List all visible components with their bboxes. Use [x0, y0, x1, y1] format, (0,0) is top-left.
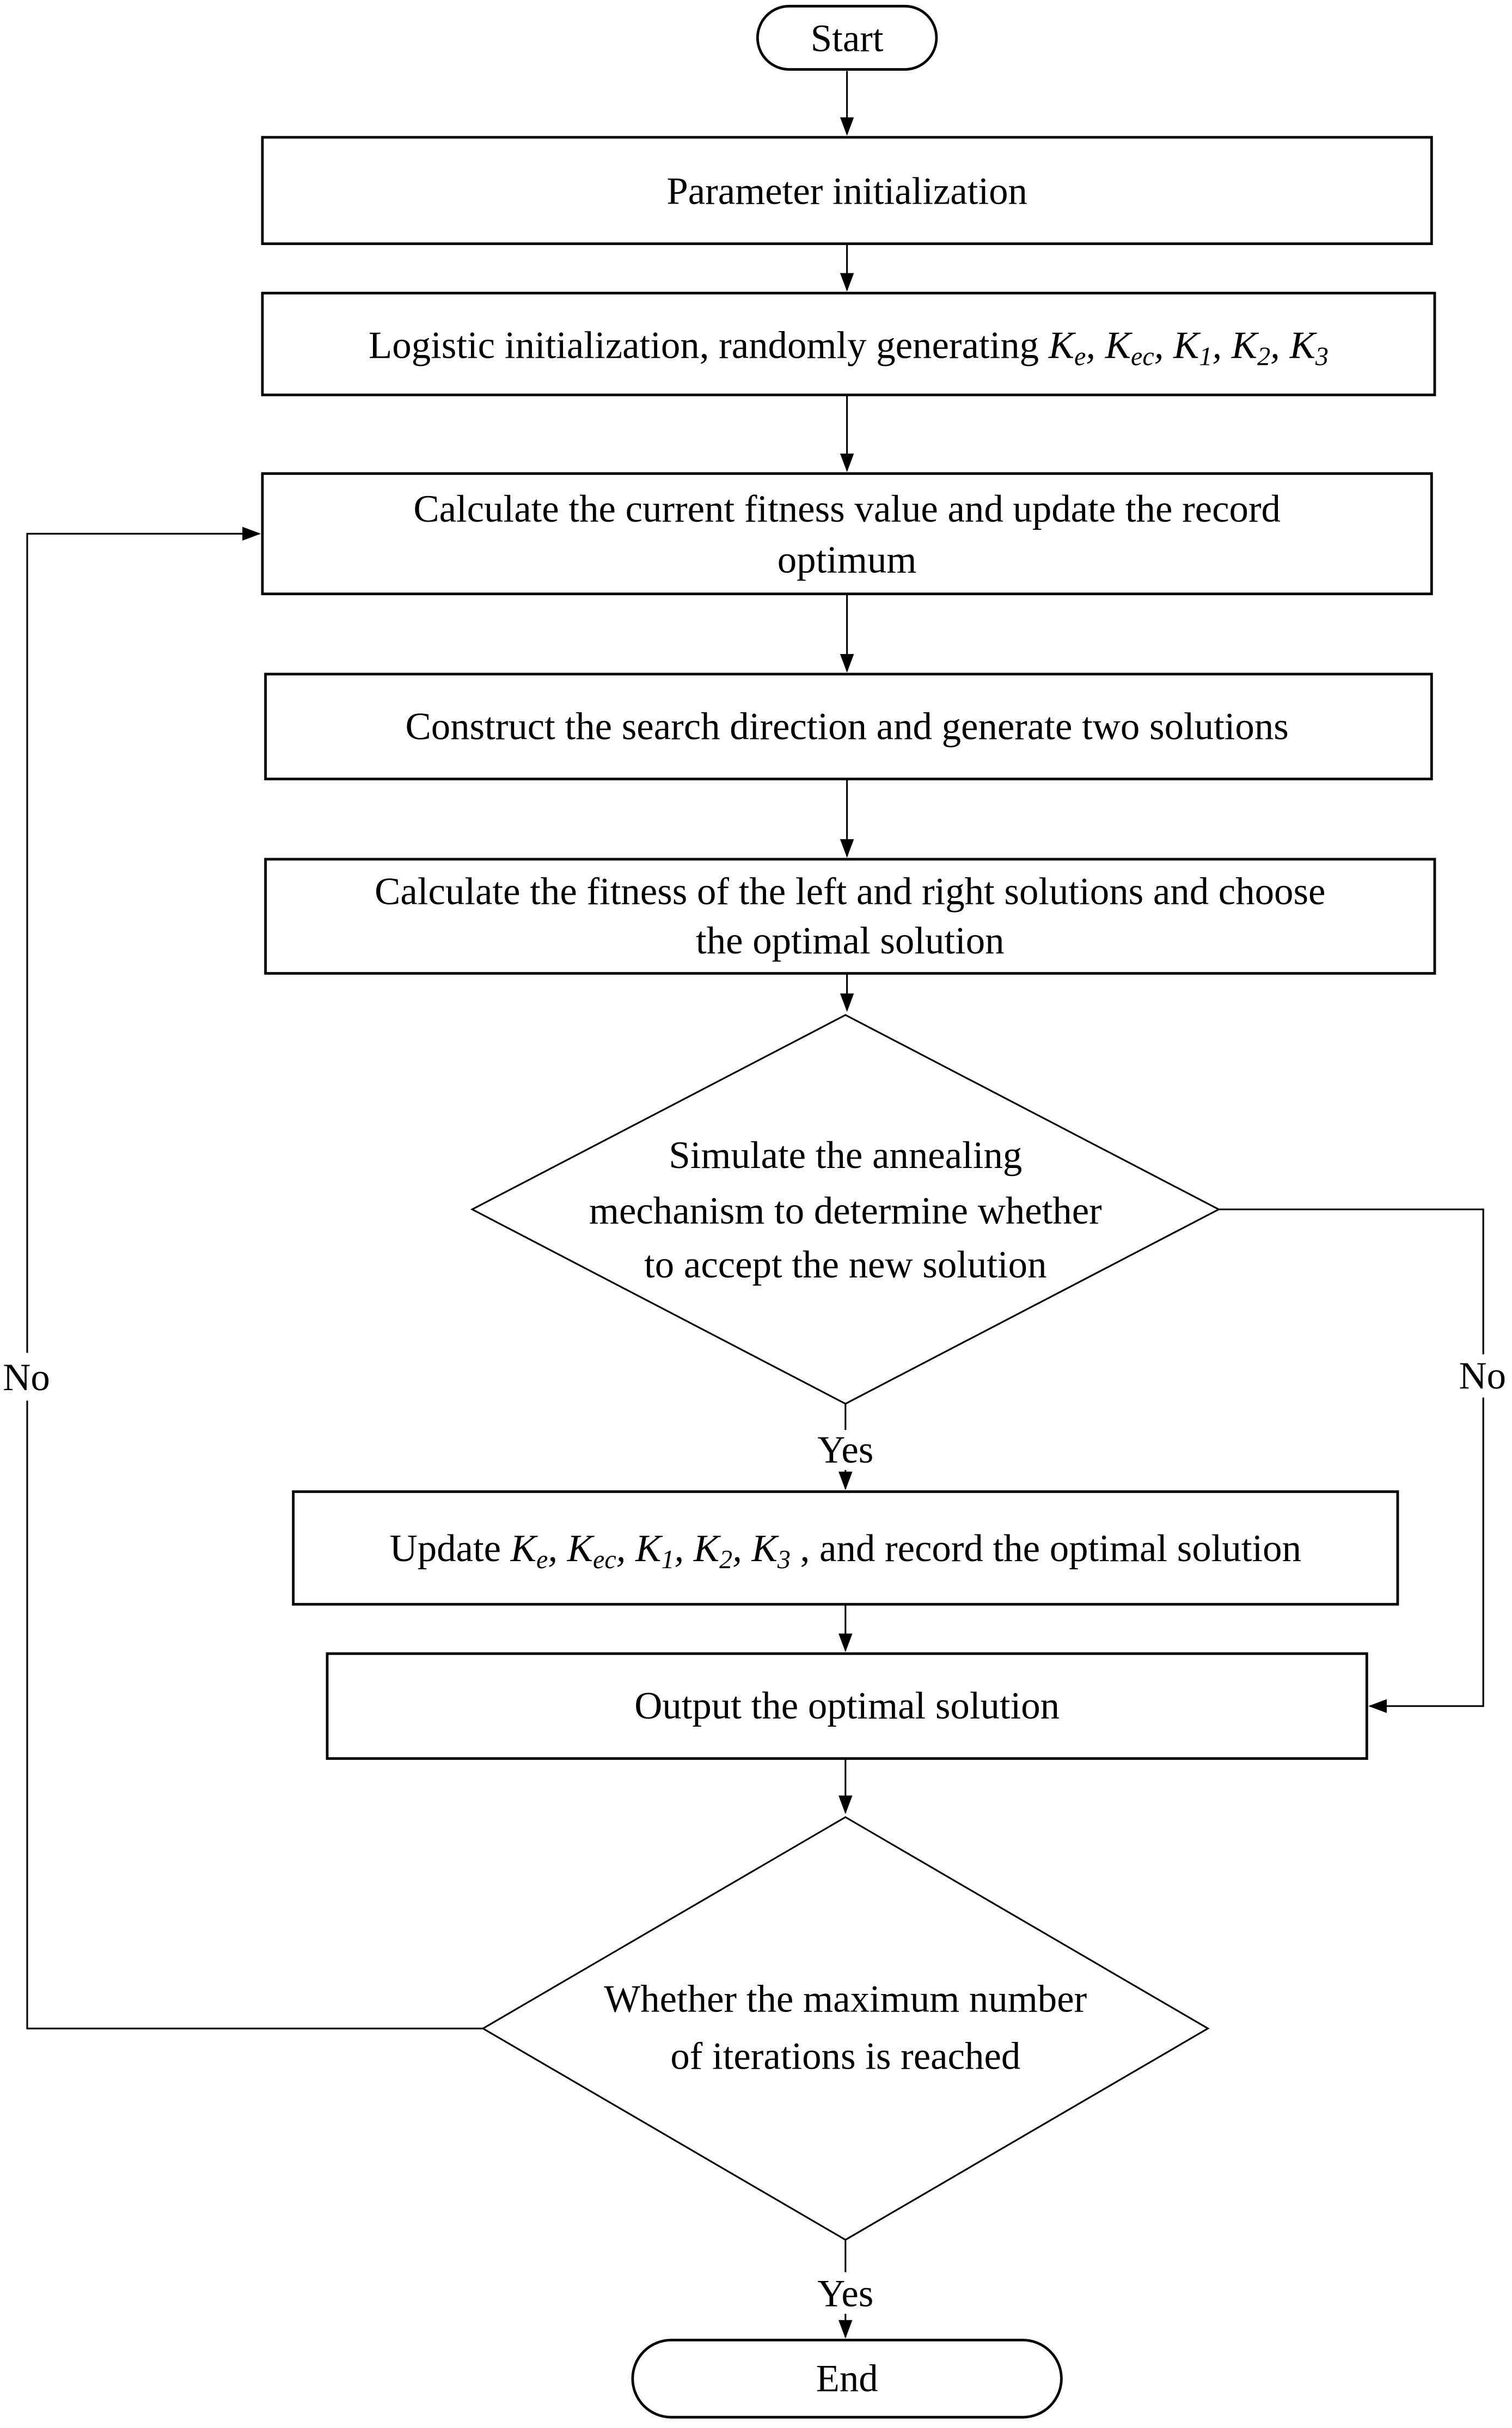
update-param-1-sep: , [616, 1527, 636, 1570]
update-param-3-sub: 2 [719, 1545, 733, 1574]
node-parameter-initialization [262, 137, 1431, 243]
logistic-param-0-sep: , [1086, 324, 1105, 367]
edge-max-iter-no-upper [27, 534, 259, 1353]
output-optimal-solution-label: Output the optimal solution [634, 1685, 1060, 1728]
logistic-param-4-sub: 3 [1315, 341, 1329, 371]
calculate-current-fitness-line1: Calculate the current fitness value and update the record [413, 487, 1281, 530]
logistic-param-1-base: K [1105, 324, 1131, 367]
update-parameters-label [390, 1527, 1301, 1574]
node-max-iterations-decision [483, 1817, 1208, 2240]
edge-annealing-no-upper [1219, 1209, 1483, 1354]
node-output-optimal-solution [327, 1654, 1367, 1759]
iterations-yes-label: Yes [817, 2272, 874, 2315]
construct-search-direction-label: Construct the search direction and generate two solutions [405, 705, 1289, 748]
update-param-1-sub: ec [593, 1545, 616, 1574]
logistic-param-2-sep: , [1212, 324, 1232, 367]
iterations-no-label: No [3, 1356, 50, 1399]
node-construct-search-direction [266, 674, 1432, 779]
update-param-4-sub: 3 [777, 1545, 791, 1574]
parameter-initialization-label: Parameter initialization [666, 170, 1027, 213]
logistic-param-0-base: K [1048, 324, 1075, 367]
update-param-1-base: K [567, 1527, 593, 1570]
logistic-param-1-sep: , [1154, 324, 1174, 367]
end-label: End [816, 2357, 878, 2400]
max-iterations-line2: of iterations is reached [670, 2035, 1021, 2078]
node-calculate-lr-fitness [266, 859, 1435, 974]
update-suffix: , and record the optimal solution [790, 1527, 1302, 1570]
update-prefix: Update [389, 1527, 511, 1570]
node-start [757, 6, 936, 69]
logistic-param-3-base: K [1231, 324, 1258, 367]
update-param-2-base: K [635, 1527, 662, 1570]
update-param-2-sub: 1 [661, 1545, 675, 1574]
logistic-param-3-sub: 2 [1257, 341, 1271, 371]
annealing-decision-line1: Simulate the annealing [669, 1134, 1023, 1177]
annealing-yes-label: Yes [817, 1428, 874, 1471]
update-param-3-base: K [693, 1527, 720, 1570]
node-annealing-decision [472, 1015, 1219, 1404]
update-param-0-base: K [510, 1527, 537, 1570]
logistic-param-2-base: K [1173, 324, 1199, 367]
node-end [633, 2340, 1062, 2418]
logistic-param-1-sub: ec [1131, 341, 1154, 371]
calculate-lr-fitness-line1: Calculate the fitness of the left and right solutions and choose [375, 870, 1326, 913]
update-param-0-sub: e [536, 1545, 548, 1574]
node-logistic-initialization [262, 293, 1435, 395]
annealing-no-label: No [1459, 1354, 1507, 1397]
calculate-lr-fitness-line2: the optimal solution [696, 920, 1005, 963]
update-param-3-sep: , [732, 1527, 752, 1570]
max-iterations-diamond [483, 1817, 1208, 2240]
logistic-param-0-sub: e [1074, 341, 1086, 371]
update-param-0-sep: , [548, 1527, 567, 1570]
logistic-prefix: Logistic initialization, randomly generating [369, 324, 1049, 367]
annealing-decision-line2: mechanism to determine whether [589, 1189, 1102, 1232]
node-calculate-current-fitness [262, 474, 1431, 594]
logistic-param-2-sub: 1 [1199, 341, 1213, 371]
max-iterations-line1: Whether the maximum number [604, 1978, 1087, 2021]
logistic-initialization-label [369, 325, 1329, 371]
annealing-decision-line3: to accept the new solution [644, 1243, 1047, 1286]
node-update-parameters [293, 1491, 1398, 1604]
update-param-4-base: K [751, 1527, 778, 1570]
start-label: Start [810, 17, 884, 60]
logistic-param-3-sep: , [1270, 324, 1290, 367]
logistic-param-4-base: K [1289, 324, 1315, 367]
calculate-current-fitness-line2: optimum [777, 539, 917, 582]
update-param-2-sep: , [674, 1527, 694, 1570]
